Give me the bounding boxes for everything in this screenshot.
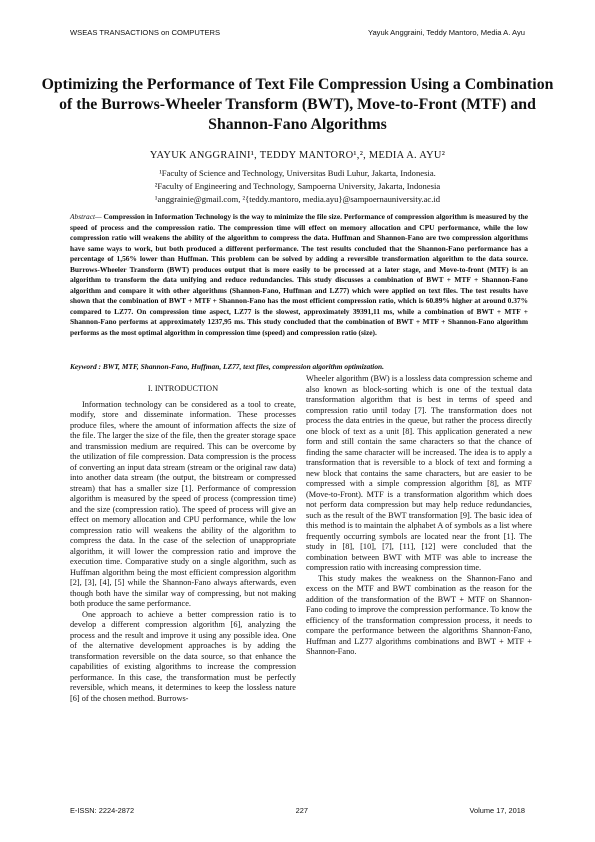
left-column: [70, 384, 296, 704]
keywords: Keyword : BWT, MTF, Shannon-Fano, Huffman, LZ77, text files, compression algorithm optimization.: [70, 362, 385, 371]
page-number: 227: [295, 806, 308, 815]
volume: Volume 17, 2018: [469, 806, 525, 815]
issn: E-ISSN: 2224-2872: [70, 806, 135, 815]
body-paragraph: Information technology can be considered as a tool to create, modify, store and disseminate information. These processes produce files, where the amount of information affects the size of the file. The larger the size of the file, then the greater storage space and transmission medium are required. This can be overcome by the utilization of file compression. Data compression is the process of converting an input data stream (stream or the original raw data) into another data stream (the output, the bitstream or compressed stream) that has a smaller size [1]. Performance of compression algorithm is measured by the speed of process (compression time) and the size (compression ratio). The speed of process will give an effect on memory allocation and CPU performance, while the low compression ratio will weakens the ability of the algorithm to compress the data. In the case of the selection of unappropriate algorithm, it will lower the compression ratio and improve the execution time. Comparative study on a single algorithm, such as Huffman algorithm being the most efficient compression algorithm [2], [3], [4], [5] while the Shannon-Fano always afterwards, even though both have the similar way of compressing, but not making both produce the same performance.: [70, 399, 296, 608]
author-emails: ¹anggrainie@gmail.com, ²{teddy.mantoro, media.ayu}@sampoernauniversity.ac.id: [154, 194, 441, 204]
body-paragraph: Wheeler algorithm (BW) is a lossless data compression scheme and also known as block-sorting which is one of the textual data transformation algorithm that is best in terms of speed and compression ratio until today [7]. The transformation does not process the data entries in the queue, but rather the process directly one block of text as a unit [8]. This application generated a new form and still contain the same characters so that the chance of finding the same character will be increased. The idea is to apply a transformation that is reversible to a block of text and forming a new block that contains the same characters, but are easier to be compressed with a simple compression algorithm [8], as MTF (Move-to-Front). MTF is a transformation algorithm which does not perform data compression but may help reduce redundancies, such as the result of the BWT transformation [9]. The basic idea of this method is to maintain the alphabet A of symbols as a list where frequently occurring symbols are located near the front [1]. The study in [8], [10], [7], [11], [12] were concluded that the combination between BWT with MTF was able to increase the compression ratio with increasing compression time.: [306, 374, 532, 572]
affiliation-2: ²Faculty of Engineering and Technology, Sampoerna University, Jakarta, Indonesia: [154, 181, 441, 191]
right-column: [306, 374, 532, 658]
journal-name: WSEAS TRANSACTIONS on COMPUTERS: [70, 28, 221, 37]
body-paragraph: One approach to achieve a better compression ratio is to develop a different compression algorithm [6], analyzing the process and the result and improve it using any possible idea. One of the alternative development approaches is by adding the transformation reversible on the data source, so that enhance the capabilities of existing algorithms to increase the compression performance. In this case, the transformation must be perfectly reversible, which means, it determines to keep the lossless nature [6] of the chosen method. Burrows-: [70, 609, 296, 703]
running-footer: [70, 806, 525, 815]
author-list: YAYUK ANGGRAINI¹, TEDDY MANTORO¹,², MEDIA A. AYU²: [149, 150, 446, 161]
abstract: [70, 212, 528, 338]
affiliation-1: ¹Faculty of Science and Technology, Universitas Budi Luhur, Jakarta, Indonesia.: [159, 168, 436, 178]
abstract-text: Compression in Information Technology is the way to minimize the file size. Performance of compression algorithm is measured by the speed of process and the compression ratio. The compression time will effect on memory allocation and CPU performance, while the low compression ratio will weakens the ability of the algorithm to compress the data. Huffman and Shannon-Fano are two compression algorithms have same ways to work, but both produced a different performance. The test results concluded that the Shannon-Fano performance has a percentage of 1,56% lower than Huffman. This problem can be solved by adding a reversible transformation algorithm to the data source. Burrows-Wheeler Transform (BWT) produces output that is more easily to be processed at a later stage, and Move-to-front (MTF) is an algorithm to transform the data unifying and reduce redundancies. This study discusses a combination of BWT + MTF + Shannon-Fano algorithm and compare it with other algorithms (Shannon-Fano, Huffman and LZ77) which were applied on text files. The test results have shown that the combination of BWT + MTF + Shannon-Fano has the most efficient compression ratio, which is 60.89% higher at around 0.37% compared to LZ77. On compression time aspect, LZ77 is the slowest, approximately 39391,11 ms, while a combination of BWT + MTF + Shannon-Fano performs at approximately 1237,95 ms. This study concluded that the combination of BWT + MTF + Shannon-Fano algorithm performs as the most optimal algorithm in compression time (speed) and compression ratio (size).: [70, 212, 528, 337]
header-authors: Yayuk Anggraini, Teddy Mantoro, Media A. Ayu: [367, 28, 525, 37]
paper-title: Optimizing the Performance of Text File Compression Using a Combination of the Burrows-Wheeler Transform (BWT), Move-to-Front (MTF) and Shannon-Fano Algorithms: [41, 76, 554, 133]
running-header: [70, 28, 525, 37]
body-paragraph: This study makes the weakness on the Shannon-Fano and excess on the MTF and BWT combination as the reason for the addition of the transformation of the BWT + MTF on Shannon-Fano coding to improve the compression performance. To know the efficiency of the transformation compression process, it needs to compare the performance between the algorithms Shannon-Fano, Huffman and LZ77 algorithms combinations and BWT + MTF + Shannon-Fano.: [306, 573, 532, 656]
section-heading: I. INTRODUCTION: [147, 384, 219, 393]
abstract-label: Abstract—: [70, 212, 102, 221]
